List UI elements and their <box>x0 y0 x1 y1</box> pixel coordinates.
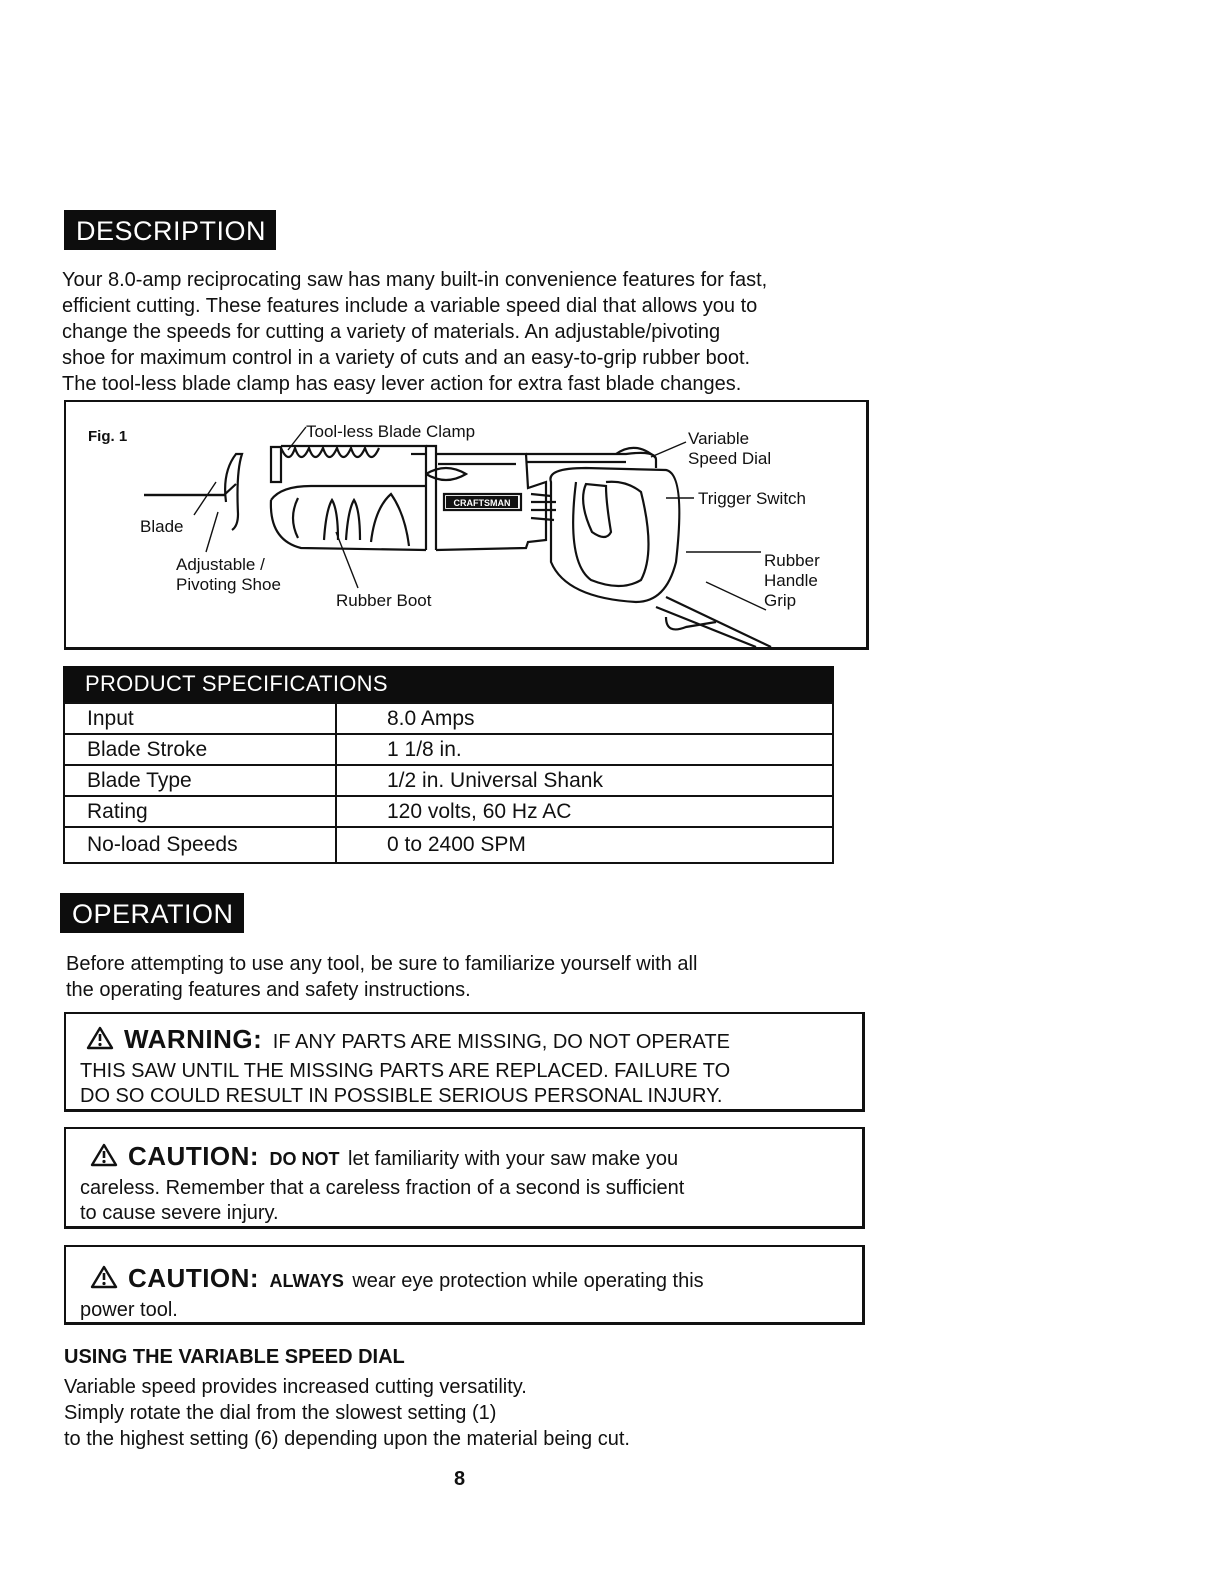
caution-box-2 <box>64 1245 865 1325</box>
spec-label: Blade Stroke <box>64 734 336 765</box>
caution-title: CAUTION: <box>128 1141 260 1171</box>
caution-lead: ALWAYS <box>269 1271 344 1291</box>
operation-paragraph <box>66 951 697 1003</box>
label-grip-1: Rubber <box>764 551 820 570</box>
description-heading: DESCRIPTION <box>64 210 276 250</box>
caution-triangle-icon <box>90 1143 118 1167</box>
caution-triangle-icon <box>90 1265 118 1289</box>
caution-lead: DO NOT <box>269 1149 340 1169</box>
label-rubber-boot: Rubber Boot <box>336 591 432 610</box>
description-paragraph <box>62 267 767 397</box>
caution-line-1: let familiarity with your saw make you <box>348 1148 679 1170</box>
operation-heading: OPERATION <box>60 893 244 933</box>
warning-title: WARNING: <box>124 1024 263 1054</box>
caution-title: CAUTION: <box>128 1263 260 1293</box>
warning-line-1: IF ANY PARTS ARE MISSING, DO NOT OPERATE <box>272 1031 730 1053</box>
label-blade: Blade <box>140 517 184 536</box>
table-row <box>64 734 833 765</box>
brand-mark: CRAFTSMAN <box>453 498 511 508</box>
warning-line-2: THIS SAW UNTIL THE MISSING PARTS ARE REPLACED. FAILURE TO <box>80 1060 731 1082</box>
caution-line-2: power tool. <box>80 1299 178 1321</box>
speed-dial-paragraph <box>64 1374 630 1452</box>
warning-line-3: DO SO COULD RESULT IN POSSIBLE SERIOUS PERSONAL INJURY. <box>80 1085 723 1107</box>
speed-dial-heading: USING THE VARIABLE SPEED DIAL <box>64 1346 405 1368</box>
label-speed-dial: Speed Dial <box>688 449 772 468</box>
speed-dial-line: Simply rotate the dial from the slowest setting (1) <box>64 1402 497 1424</box>
table-row <box>64 703 833 734</box>
label-shoe-1: Adjustable / <box>176 555 265 574</box>
description-line: change the speeds for cutting a variety of materials. An adjustable/pivoting <box>62 321 721 343</box>
specs-heading: PRODUCT SPECIFICATIONS <box>63 666 834 702</box>
label-trigger-switch: Trigger Switch <box>698 489 807 508</box>
specs-table <box>63 702 834 864</box>
caution-line-2: careless. Remember that a careless fraction of a second is sufficient <box>80 1177 685 1199</box>
spec-label: Blade Type <box>64 765 336 796</box>
spec-label: No-load Speeds <box>64 827 336 863</box>
warning-triangle-icon <box>86 1026 114 1050</box>
page-number: 8 <box>454 1468 466 1490</box>
caution-line-1: wear eye protection while operating this <box>352 1270 704 1292</box>
table-row <box>64 796 833 827</box>
spec-value: 1 1/8 in. <box>336 734 833 765</box>
spec-value: 0 to 2400 SPM <box>336 827 833 863</box>
caution-line-3: to cause severe injury. <box>80 1202 279 1224</box>
spec-label: Rating <box>64 796 336 827</box>
label-shoe-2: Pivoting Shoe <box>176 575 281 594</box>
description-line: shoe for maximum control in a variety of cuts and an easy-to-grip rubber boot. <box>62 347 751 369</box>
operation-line: the operating features and safety instructions. <box>66 979 471 1001</box>
spec-label: Input <box>64 703 336 734</box>
table-row <box>64 827 833 863</box>
label-grip-3: Grip <box>764 591 797 610</box>
caution-box-1 <box>64 1127 865 1229</box>
spec-value: 1/2 in. Universal Shank <box>336 765 833 796</box>
label-grip-2: Handle <box>764 571 818 590</box>
figure-number: Fig. 1 <box>88 428 128 445</box>
description-line: efficient cutting. These features include a variable speed dial that allows you to <box>62 295 758 317</box>
speed-dial-line: to the highest setting (6) depending upon the material being cut. <box>64 1428 630 1450</box>
figure-1-frame <box>64 400 869 650</box>
spec-value: 120 volts, 60 Hz AC <box>336 796 833 827</box>
table-row <box>64 765 833 796</box>
spec-value: 8.0 Amps <box>336 703 833 734</box>
label-variable: Variable <box>688 429 750 448</box>
operation-line: Before attempting to use any tool, be sure to familiarize yourself with all <box>66 953 698 975</box>
warning-box <box>64 1012 865 1112</box>
description-line: Your 8.0-amp reciprocating saw has many built-in convenience features for fast, <box>62 269 768 291</box>
description-line: The tool-less blade clamp has easy lever action for extra fast blade changes. <box>62 373 742 395</box>
speed-dial-line: Variable speed provides increased cutting versatility. <box>64 1376 527 1398</box>
label-blade-clamp: Tool-less Blade Clamp <box>306 422 476 441</box>
